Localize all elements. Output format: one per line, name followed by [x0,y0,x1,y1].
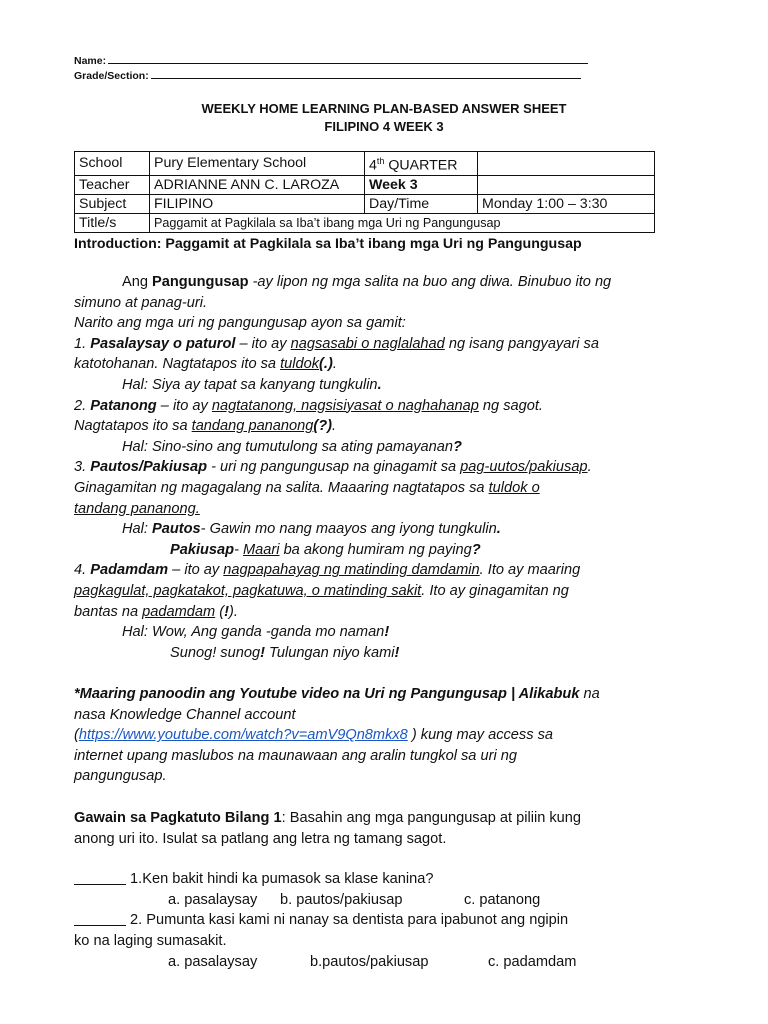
grade-section-label: Grade/Section: [74,70,149,82]
grade-section-line [74,68,581,82]
type-3-line [74,457,714,478]
text: katotohanan. Nagtatapos ito sa [74,356,281,373]
subject-value: FILIPINO [150,194,365,213]
types-intro: Narito ang mga uri ng pangungusap ayon sa gamit: [74,315,406,332]
empty-cell [478,175,655,194]
underlined-text: Maari [243,541,280,558]
video-note-line [74,684,714,705]
underlined-text: nagpapahayag ng matinding damdamin [223,562,480,579]
term-pakiusap: Pakiusap [170,541,235,558]
question-2 [74,910,714,931]
activity-section [74,808,714,972]
quarter-label: QUARTER [384,157,458,174]
name-line [74,53,588,67]
text: - uri ng pangungusap na ginagamit sa [207,459,461,476]
name-label: Name: [74,55,107,67]
option-a: a. pasalaysay [168,891,258,908]
teacher-label: Teacher [75,175,150,194]
text: ). [228,603,238,620]
introduction-heading: Introduction: Paggamit at Pagkilala sa Iba’t ibang mga Uri ng Pangungusap [74,236,582,252]
underlined-text: pagkagulat, pagkatakot, pagkatuwa, o matinding sakit [74,582,422,599]
table-row [75,213,655,232]
video-note-line: pangungusap. [74,768,167,785]
text: Hal: Wow, Ang ganda -ganda mo naman [122,624,385,641]
term-pautos: Pautos [152,521,201,538]
example-line [74,643,714,664]
text: 1. [74,335,91,352]
quarter-suffix: th [376,156,385,166]
text: – ito ay [168,562,224,579]
term-pautos: Pautos/Pakiusap [90,459,208,476]
question-1 [74,869,714,890]
youtube-link[interactable]: https://www.youtube.com/watch?v=amV9Qn8mkx8 [78,727,408,744]
example-line [74,375,714,396]
type-1-line [74,334,714,355]
text: . [332,418,337,435]
example-line [74,622,714,643]
text: – ito ay [235,335,291,352]
term-pasalaysay: Pasalaysay o paturol [90,335,236,352]
punctuation: . [496,521,501,538]
activity-instruction [74,808,714,829]
type-3-line [74,478,714,499]
punctuation: . [377,376,382,393]
answer-blank[interactable] [74,870,126,885]
text: . Ito ay maaring [479,562,581,579]
daytime-value: Monday 1:00 – 3:30 [478,194,655,213]
grade-section-blank[interactable] [151,68,581,79]
subject-label: Subject [75,194,150,213]
type-1-line [74,354,714,375]
text: . [587,459,592,476]
punctuation: (.) [319,356,333,373]
school-value: Pury Elementary School [150,152,365,176]
example-line [74,519,714,540]
term-pangungusap: Pangungusap [152,274,249,290]
type-2-line [74,416,714,437]
example-line [74,437,714,458]
sheet-subtitle: FILIPINO 4 WEEK 3 [324,119,444,134]
answer-blank[interactable] [74,911,126,926]
text: 2. [74,397,91,414]
type-4-line [74,581,714,602]
video-note-line [74,725,714,746]
text: Sunog! sunog [170,644,261,661]
term-padamdam: Padamdam [90,562,169,579]
video-note [74,684,714,787]
title-label: Title/s [75,213,150,232]
option-a: a. pasalaysay [168,953,258,970]
underlined-text: tandang pananong [191,418,314,435]
text: Hal: Sino-sino ang tumutulong sa ating pamayanan [122,438,454,455]
text: ng isang pangyayari sa [444,335,599,352]
text: Nagtatapos ito sa [74,418,192,435]
video-note-line: nasa Knowledge Channel account [74,706,296,723]
table-row [75,175,655,194]
underlined-text: tuldok o [488,479,540,496]
sheet-title: WEEKLY HOME LEARNING PLAN-BASED ANSWER SHEET [201,101,567,116]
info-table [74,151,655,233]
text: Ginagamitan ng magagalang na salita. Maaaring nagtatapos sa [74,479,489,496]
option-b: b.pautos/pakiusap [310,953,429,970]
punctuation: ! [394,644,400,661]
text: ng sagot. [478,397,543,414]
text: 3. [74,459,91,476]
text: ) kung may access sa [407,727,553,744]
question-text: 1.Ken bakit hindi ka pumasok sa klase kanina? [126,871,434,888]
text: . [332,356,337,373]
underlined-text: padamdam [142,603,216,620]
underlined-text: nagsasabi o naglalahad [290,335,445,352]
teacher-value: ADRIANNE ANN C. LAROZA [150,175,365,194]
text: ( [215,603,225,620]
table-row [75,194,655,213]
text: 4. [74,562,91,579]
example-line [74,540,714,561]
option-c: c. padamdam [488,953,577,970]
punctuation: (?) [313,418,333,435]
text: Tulungan niyo kami [264,644,395,661]
name-blank[interactable] [108,53,588,64]
text: ( [74,727,79,744]
punctuation: ? [471,541,481,558]
text: na [579,686,600,702]
text: bantas na [74,603,143,620]
lesson-body [74,272,714,663]
video-note-line: internet upang maslubos na maunawaan ang aralin tungkol sa uri ng [74,747,517,764]
underlined-text: tuldok [280,356,320,373]
option-c: c. patanong [464,891,541,908]
text: ba akong humiram ng paying [279,541,472,558]
question-text: ko na laging sumasakit. [74,932,227,949]
type-3-line: tandang pananong. [74,500,200,517]
question-2-options [74,952,714,973]
empty-cell [478,152,655,176]
type-2-line [74,396,714,417]
punctuation: ! [384,624,390,641]
title-value: Paggamit at Pagkilala sa Iba’t ibang mga Uri ng Pangungusap [150,213,655,232]
text: – ito ay [156,397,212,414]
question-1-options [74,890,714,911]
school-label: School [75,152,150,176]
video-title: *Maaring panoodin ang Youtube video na Uri ng Pangungusap | Alikabuk [74,686,580,702]
text: -ay lipon ng mga salita na buo ang diwa. Binubuo ito ng [248,274,612,290]
week-value: Week 3 [365,175,478,194]
table-row [75,152,655,176]
punctuation: ? [453,438,462,455]
underlined-text: pag-uutos/pakiusap [460,459,588,476]
activity-instruction: anong uri ito. Isulat sa patlang ang letra ng tamang sagot. [74,830,447,847]
definition-line [74,272,714,293]
daytime-label: Day/Time [365,194,478,213]
punctuation: ! [260,644,265,661]
punctuation: ! [224,603,229,620]
type-4-line [74,560,714,581]
spacer [74,849,714,869]
underlined-text: nagtatanong, nagsisiyasat o naghahanap [211,397,479,414]
option-b: b. pautos/pakiusap [280,891,403,908]
text: . Ito ay ginagamitan ng [421,582,569,599]
text: - [234,541,244,558]
text: - Gawin mo nang maayos ang iyong tungkulin [200,521,497,538]
type-4-line [74,602,714,623]
quarter-number: 4 [369,157,377,174]
quarter-cell [365,152,478,176]
question-text: 2. Pumunta kasi kami ni nanay sa dentista para ipabunot ang ngipin [126,912,569,929]
text: : Basahin ang mga pangungusap at piliin kung [281,810,582,826]
term-patanong: Patanong [90,397,157,414]
text: Hal: [122,521,153,538]
text: Hal: Siya ay tapat sa kanyang tungkulin [122,376,378,393]
text: Ang [122,274,153,290]
activity-label: Gawain sa Pagkatuto Bilang 1 [74,810,282,826]
definition-line: simuno at panag-uri. [74,294,208,311]
